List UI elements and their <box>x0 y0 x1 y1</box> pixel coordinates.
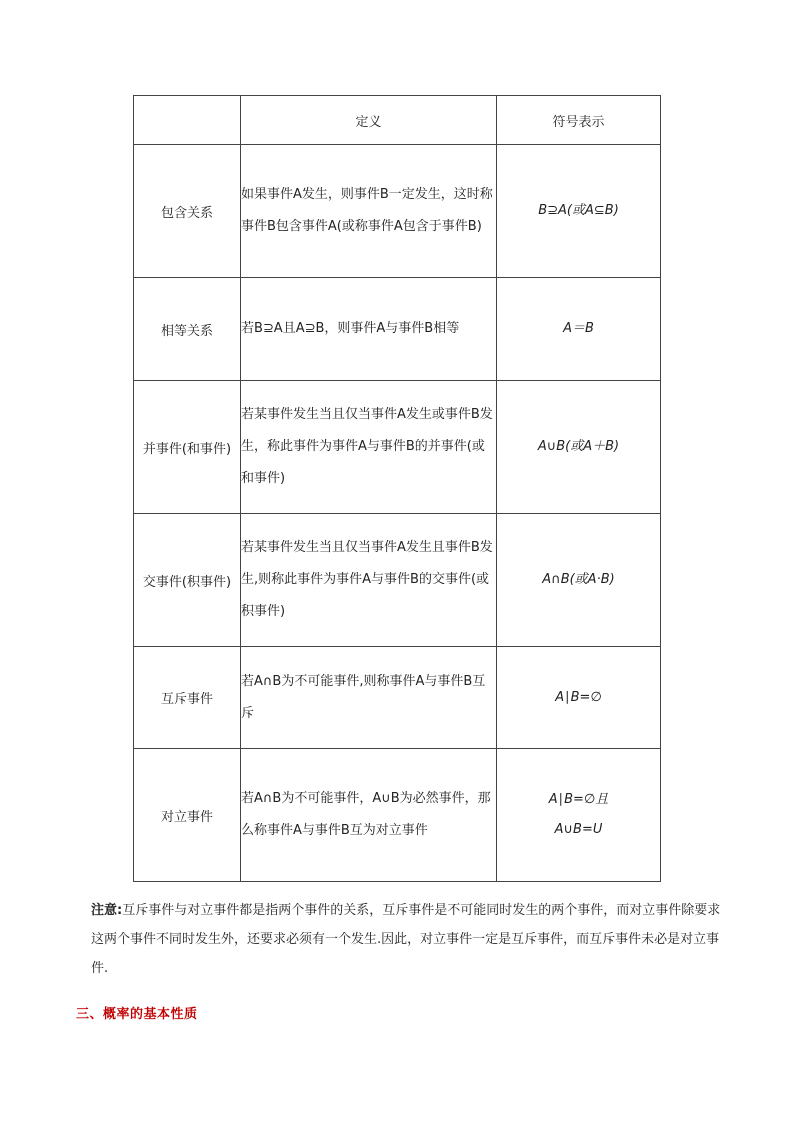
event-relations-table <box>133 95 661 882</box>
table-row <box>134 145 661 278</box>
relation-definition: 若某事件发生当且仅当事件A发生且事件B发生,则称此事件为事件A与事件B的交事件(或积事件) <box>241 514 497 647</box>
table-row <box>134 647 661 749</box>
relation-name: 对立事件 <box>134 749 241 882</box>
table-header-row <box>134 96 661 145</box>
table-row <box>134 278 661 381</box>
header-definition: 定义 <box>241 96 497 145</box>
note-paragraph <box>91 896 731 983</box>
relation-symbol: B⊇A(或A⊆B) <box>497 145 661 278</box>
relation-name: 包含关系 <box>134 145 241 278</box>
header-symbol: 符号表示 <box>497 96 661 145</box>
note-text: 互斥事件与对立事件都是指两个事件的关系，互斥事件是不可能同时发生的两个事件，而对立事件除要求这两个事件不同时发生外，还要求必须有一个发生.因此，对立事件一定是互斥事件，而互斥事件未必是对立事件. <box>91 903 721 976</box>
relation-symbol: A∩B(或A·B) <box>497 514 661 647</box>
note-label: 注意: <box>91 903 123 918</box>
relation-symbol <box>497 749 661 882</box>
section-heading: 三、概率的基本性质 <box>76 1007 198 1022</box>
relation-symbol-line: A∣B=∅且 <box>548 792 609 807</box>
table-row <box>134 749 661 882</box>
relation-definition: 若某事件发生当且仅当事件A发生或事件B发生，称此事件为事件A与事件B的并事件(或和事件) <box>241 381 497 514</box>
relation-symbol: A＝B <box>497 278 661 381</box>
table-row <box>134 381 661 514</box>
relation-name: 互斥事件 <box>134 647 241 749</box>
relation-name: 并事件(和事件) <box>134 381 241 514</box>
relation-name: 交事件(积事件) <box>134 514 241 647</box>
relation-definition: 若B⊇A且A⊇B，则事件A与事件B相等 <box>241 278 497 381</box>
relation-symbol: A∪B(或A＋B) <box>497 381 661 514</box>
relation-symbol-line: A∪B=U <box>554 822 603 837</box>
table-row <box>134 514 661 647</box>
relation-definition: 若A∩B为不可能事件,则称事件A与事件B互斥 <box>241 647 497 749</box>
relation-name: 相等关系 <box>134 278 241 381</box>
relation-symbol: A∣B=∅ <box>497 647 661 749</box>
relation-definition: 如果事件A发生，则事件B一定发生，这时称事件B包含事件A(或称事件A包含于事件B) <box>241 145 497 278</box>
header-empty-cell <box>134 96 241 145</box>
relation-definition: 若A∩B为不可能事件，A∪B为必然事件，那么称事件A与事件B互为对立事件 <box>241 749 497 882</box>
